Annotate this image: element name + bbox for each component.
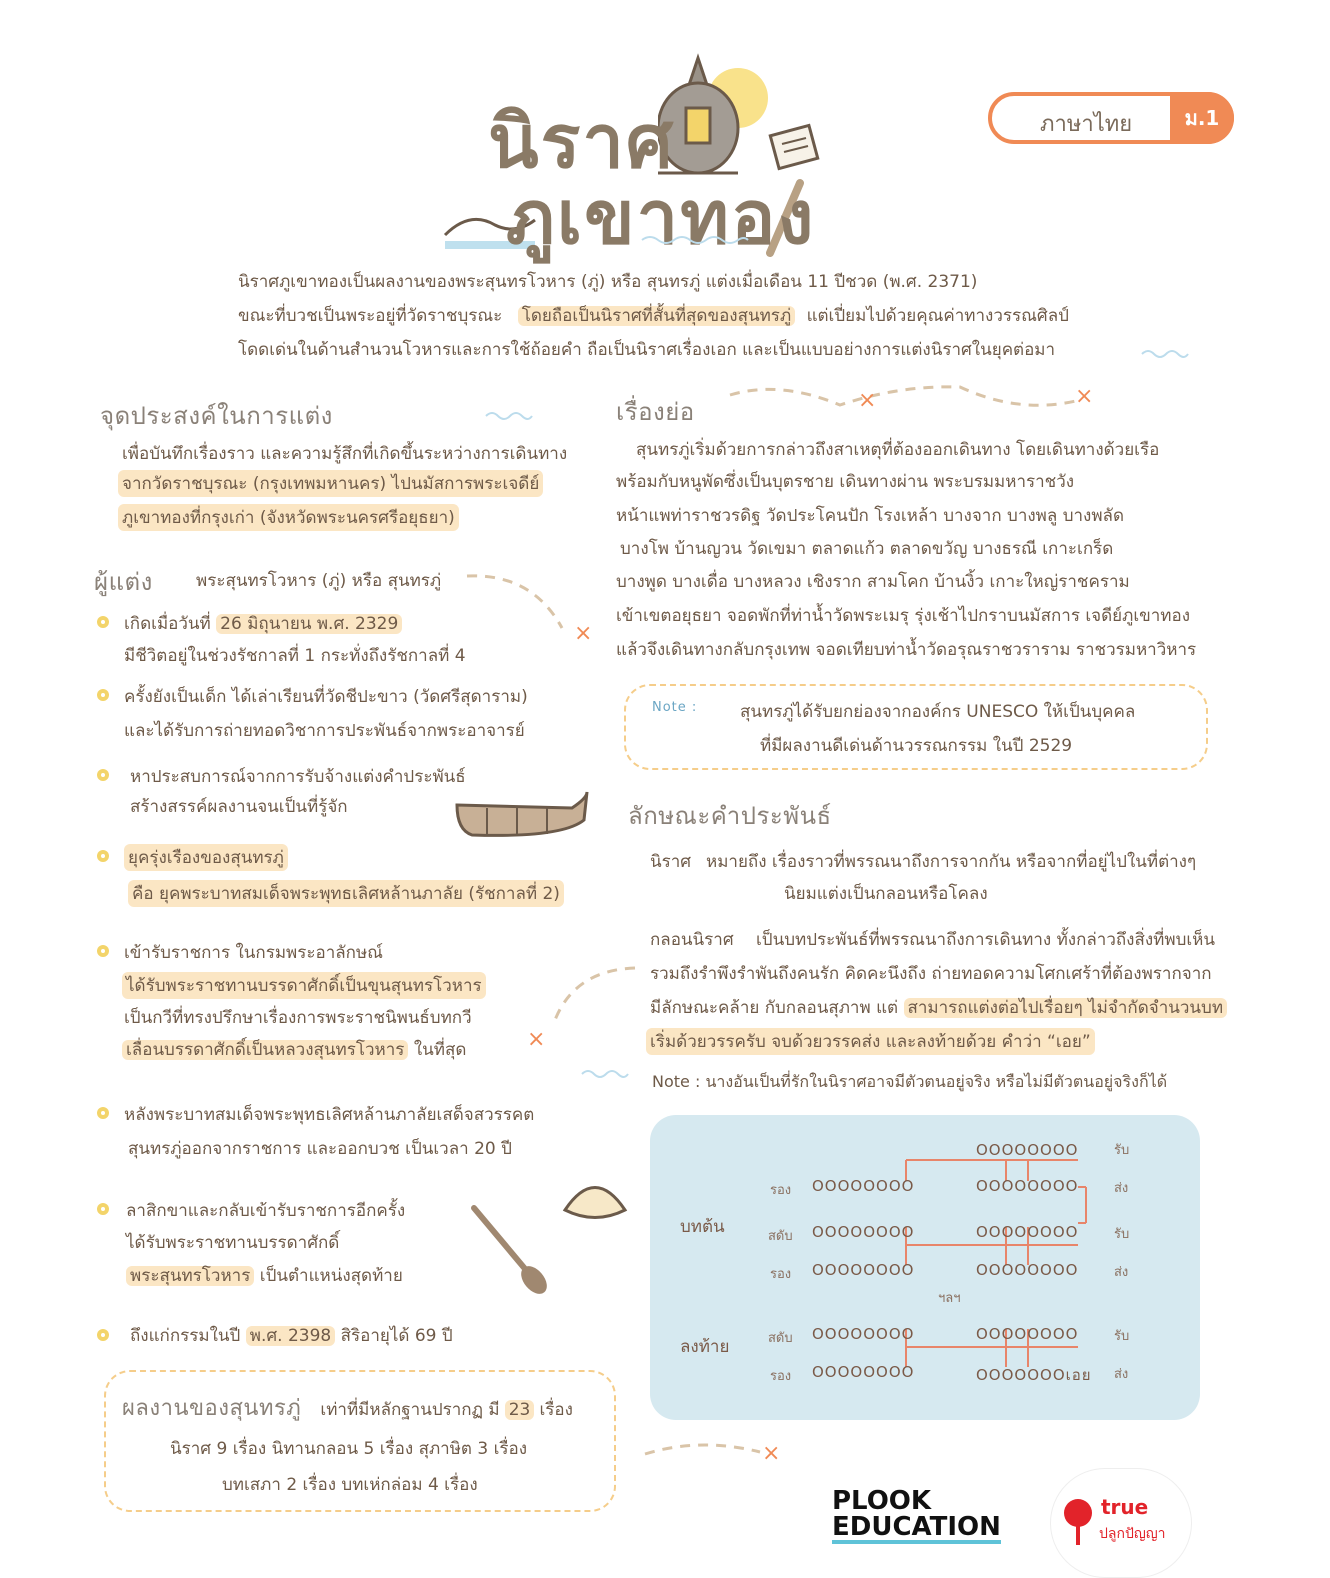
form-def-2a: เป็นบทประพันธ์ที่พรรณนาถึงการเดินทาง ทั้งกล่าวถึงสิ่งที่พบเห็น bbox=[756, 930, 1215, 950]
diagram-rap-1: รับ bbox=[1114, 1143, 1130, 1158]
author-item-6b: สุนทรภู่ออกจากราชการ และออกบวช เป็นเวลา 20 ปี bbox=[128, 1139, 512, 1159]
author-item-5d-hl: เลื่อนบรรดาศักดิ์เป็นหลวงสุนทรโวหาร bbox=[122, 1040, 408, 1060]
works-line-1 bbox=[122, 1390, 573, 1425]
flower-icon bbox=[96, 944, 110, 958]
diagram-row-6-left: OOOOOOOO bbox=[812, 1363, 915, 1381]
author-item-3b: สร้างสรรค์ผลงานจนเป็นที่รู้จัก bbox=[130, 797, 348, 817]
dash-path-decoration bbox=[525, 960, 645, 1050]
author-item-5d bbox=[122, 1036, 466, 1063]
author-item-5a: เข้ารับราชการ ในกรมพระอาลักษณ์ bbox=[124, 943, 383, 963]
diagram-row-5-right: OOOOOOOO bbox=[976, 1325, 1079, 1343]
form-def-2c-hl: สามารถแต่งต่อไปเรื่อยๆ ไม่จำกัดจำนวนบท bbox=[904, 998, 1228, 1018]
form-term-2: กลอนนิราศ bbox=[650, 930, 734, 950]
true-text: true bbox=[1101, 1495, 1149, 1519]
summary-line-6: เข้าเขตอยุธยา จอดพักที่ท่าน้ำวัดพระเมรุ รุ่งเช้าไปกราบนมัสการ เจดีย์ภูเขาทอง bbox=[616, 606, 1191, 626]
works-unit: เรื่อง bbox=[539, 1400, 573, 1420]
title-area bbox=[430, 40, 830, 261]
diagram-etc: ฯลฯ bbox=[938, 1291, 961, 1306]
boat-icon bbox=[452, 790, 592, 845]
author-item-8 bbox=[130, 1322, 453, 1349]
author-item-4a: ยุครุ่งเรืองของสุนทรภู่ bbox=[124, 844, 288, 871]
author-item-1b: มีชีวิตอยู่ในช่วงรัชกาลที่ 1 กระทั่งถึงรัชกาลที่ 4 bbox=[124, 646, 466, 666]
summary-line-2: พร้อมกับหนูพัดซึ่งเป็นบุตรชาย เดินทางผ่าน พระบรมมหาราชวัง bbox=[616, 472, 1075, 492]
works-line-3: บทเสภา 2 เรื่อง บทเห่กล่อม 4 เรื่อง bbox=[222, 1475, 478, 1495]
form-def-2b: รวมถึงรำพึงรำพันถึงคนรัก คิดคะนึงถึง ถ่ายทอดความโศกเศร้าที่ต้องพรากจาก bbox=[650, 964, 1212, 984]
tree-icon bbox=[1061, 1497, 1095, 1549]
level-label: ม.1 bbox=[1170, 92, 1234, 144]
form-heading: ลักษณะคำประพันธ์ bbox=[628, 802, 832, 830]
author-item-5c: เป็นกวีที่ทรงปรึกษาเรื่องการพระราชนิพนธ์บทกวี bbox=[124, 1008, 472, 1028]
author-item-3a: หาประสบการณ์จากการรับจ้างแต่งคำประพันธ์ bbox=[130, 767, 466, 787]
author-item-5b: ได้รับพระราชทานบรรดาศักดิ์เป็นขุนสุนทรโวหาร bbox=[122, 972, 486, 999]
note-line-1: สุนทรภู่ได้รับยกย่องจากองค์กร UNESCO ให้เป็นบุคคล bbox=[740, 702, 1136, 722]
diagram-song-1: ส่ง bbox=[1114, 1181, 1129, 1196]
flower-icon bbox=[96, 1328, 110, 1342]
subject-badge bbox=[988, 92, 1234, 144]
works-intro: เท่าที่มีหลักฐานปรากฏ มี bbox=[320, 1400, 500, 1420]
note-label: Note : bbox=[652, 700, 698, 715]
author-item-7c-hl: พระสุนทรโวหาร bbox=[126, 1266, 254, 1286]
author-item-5d-tail: ในที่สุด bbox=[413, 1040, 467, 1060]
author-item-7c bbox=[126, 1262, 403, 1289]
diagram-row-4-right: OOOOOOOO bbox=[976, 1261, 1079, 1279]
intro-line-2a: ขณะที่บวชเป็นพระอยู่ที่วัดราชบุรณะ bbox=[238, 306, 503, 326]
author-item-8-age: สิริอายุได้ 69 ปี bbox=[340, 1326, 453, 1346]
svg-text:×: × bbox=[574, 621, 593, 646]
plook-text: PLOOK bbox=[832, 1486, 932, 1516]
wave-icon bbox=[640, 232, 750, 246]
author-item-1-text: เกิดเมื่อวันที่ bbox=[124, 614, 211, 634]
education-text: EDUCATION bbox=[832, 1512, 1001, 1542]
intro-line-2 bbox=[238, 302, 1069, 329]
purpose-line-3: ภูเขาทองที่กรุงเก่า (จังหวัดพระนครศรีอยุธยา) bbox=[118, 504, 459, 531]
form-def-1a: หมายถึง เรื่องราวที่พรรณนาถึงการจากกัน หรือจากที่อยู่ไปในที่ต่างๆ bbox=[706, 852, 1197, 872]
wave-icon bbox=[1140, 346, 1190, 360]
plook-education-logo bbox=[832, 1488, 1001, 1544]
note-line-2: ที่มีผลงานดีเด่นด้านวรรณกรรม ในปี 2529 bbox=[760, 736, 1073, 756]
wave-icon bbox=[580, 1066, 630, 1080]
title-line-1: นิราศ bbox=[488, 99, 675, 185]
works-heading: ผลงานของสุนทรภู่ bbox=[122, 1396, 302, 1421]
diagram-rap-3: รับ bbox=[1114, 1329, 1130, 1344]
flower-icon bbox=[96, 615, 110, 629]
diagram-row-3-right: OOOOOOOO bbox=[976, 1223, 1079, 1241]
diagram-row-1-right: OOOOOOOO bbox=[976, 1141, 1079, 1159]
flower-icon bbox=[96, 688, 110, 702]
svg-text:×: × bbox=[527, 1027, 546, 1050]
author-name: พระสุนทรโวหาร (ภู่) หรือ สุนทรภู่ bbox=[196, 571, 442, 591]
flower-icon bbox=[96, 768, 110, 782]
summary-heading: เรื่องย่อ bbox=[616, 398, 695, 426]
author-item-7a: ลาสิกขาและกลับเข้ารับราชการอีกครั้ง bbox=[126, 1201, 406, 1221]
true-plookpanya-logo bbox=[1050, 1468, 1192, 1578]
subject-label: ภาษาไทย bbox=[1040, 112, 1133, 137]
diagram-row-4-left: OOOOOOOO bbox=[812, 1261, 915, 1279]
purpose-line-2: จากวัดราชบุรณะ (กรุงเทพมหานคร) ไปนมัสการพระเจดีย์ bbox=[118, 470, 543, 497]
diagram-rong-1: รอง bbox=[770, 1183, 792, 1198]
oar-icon bbox=[466, 1200, 556, 1295]
diagram-song-2: ส่ง bbox=[1114, 1265, 1129, 1280]
author-item-8-text: ถึงแก่กรรมในปี bbox=[130, 1326, 241, 1346]
title-line-2: ภูเขาทอง bbox=[506, 175, 816, 261]
dash-path-decoration bbox=[720, 375, 1100, 420]
svg-text:×: × bbox=[762, 1441, 781, 1466]
diagram-song-3: ส่ง bbox=[1114, 1367, 1129, 1382]
form-term-1: นิราศ bbox=[650, 852, 692, 872]
author-item-1a bbox=[124, 610, 402, 637]
diagram-rong-3: รอง bbox=[770, 1369, 792, 1384]
author-item-6a: หลังพระบาทสมเด็จพระพุทธเลิศหล้านภาลัยเสด็จสวรรคต bbox=[124, 1105, 535, 1125]
works-count: 23 bbox=[505, 1400, 535, 1420]
intro-line-3: โดดเด่นในด้านสำนวนโวหารและการใช้ถ้อยคำ ถือเป็นนิราศเรื่องเอก และเป็นแบบอย่างการแต่งนิราศในยุคต่อมา bbox=[238, 340, 1056, 360]
intro-line-1: นิราศภูเขาทองเป็นผลงานของพระสุนทรโวหาร (ภู่) หรือ สุนทรภู่ แต่งเมื่อเดือน 11 ปีชวด (พ.ศ. 2371) bbox=[238, 272, 978, 292]
purpose-line-1: เพื่อบันทึกเรื่องราว และความรู้สึกที่เกิดขึ้นระหว่างการเดินทาง bbox=[122, 444, 568, 464]
form-def-2c bbox=[650, 994, 1227, 1021]
summary-line-3: หน้าแพท่าราชวรดิฐ วัดประโคนปัก โรงเหล้า บางจาก บางพลู บางพลัด bbox=[616, 506, 1125, 526]
diagram-row-6-right: OOOOOOOเอย bbox=[976, 1366, 1092, 1384]
flower-icon bbox=[96, 1202, 110, 1216]
poem-structure-diagram bbox=[650, 1115, 1200, 1420]
diagram-rong-2: รอง bbox=[770, 1267, 792, 1282]
summary-line-5: บางพูด บางเดื่อ บางหลวง เชิงราก สามโคก บ้านงิ้ว เกาะใหญ่ราชคราม bbox=[616, 572, 1130, 592]
form-def-1b: นิยมแต่งเป็นกลอนหรือโคลง bbox=[784, 884, 988, 904]
intro-line-2c: แต่เปี่ยมไปด้วยคุณค่าทางวรรณศิลป์ bbox=[806, 306, 1069, 326]
diagram-row-2-left: OOOOOOOO bbox=[812, 1177, 915, 1195]
diagram-row-2-right: OOOOOOOO bbox=[976, 1177, 1079, 1195]
author-item-1-date: 26 มิถุนายน พ.ศ. 2329 bbox=[216, 614, 402, 634]
diagram-row-5-left: OOOOOOOO bbox=[812, 1325, 915, 1343]
svg-text:×: × bbox=[858, 388, 877, 413]
author-item-7c-tail: เป็นตำแหน่งสุดท้าย bbox=[259, 1266, 403, 1286]
author-heading: ผู้แต่ง bbox=[94, 568, 153, 596]
summary-line-1: สุนทรภู่เริ่มด้วยการกล่าวถึงสาเหตุที่ต้องออกเดินทาง โดยเดินทางด้วยเรือ bbox=[636, 440, 1160, 460]
diagram-sadap-1: สดับ bbox=[768, 1229, 793, 1244]
dash-path-decoration bbox=[640, 1432, 800, 1472]
diagram-row-3-left: OOOOOOOO bbox=[812, 1223, 915, 1241]
plookpanya-text: ปลูกปัญญา bbox=[1099, 1526, 1166, 1542]
svg-text:×: × bbox=[1075, 384, 1094, 409]
form-def-2d: เริ่มด้วยวรรครับ จบด้วยวรรคส่ง และลงท้ายด้วย คำว่า “เอย” bbox=[646, 1028, 1095, 1055]
wave-icon bbox=[484, 408, 534, 422]
author-item-8-year: พ.ศ. 2398 bbox=[246, 1326, 335, 1346]
author-item-4b: คือ ยุคพระบาทสมเด็จพระพุทธเลิศหล้านภาลัย (รัชกาลที่ 2) bbox=[128, 880, 564, 907]
author-item-7b: ได้รับพระราชทานบรรดาศักดิ์ bbox=[126, 1233, 340, 1253]
intro-line-2b: โดยถือเป็นนิราศที่สั้นที่สุดของสุนทรภู่ bbox=[518, 306, 795, 326]
diagram-end-label: ลงท้าย bbox=[680, 1337, 730, 1357]
diagram-rap-2: รับ bbox=[1114, 1227, 1130, 1242]
flower-icon bbox=[96, 849, 110, 863]
flower-icon bbox=[96, 1106, 110, 1120]
diagram-start-label: บทต้น bbox=[680, 1217, 725, 1237]
purpose-heading: จุดประสงค์ในการแต่ง bbox=[100, 402, 333, 430]
diagram-sadap-2: สดับ bbox=[768, 1331, 793, 1346]
author-item-2b: และได้รับการถ่ายทอดวิชาการประพันธ์จากพระอาจารย์ bbox=[124, 721, 525, 741]
summary-line-7: แล้วจึงเดินทางกลับกรุงเทพ จอดเทียบท่าน้ำวัดอรุณราชวราราม ราชวรมหาวิหาร bbox=[616, 640, 1197, 660]
author-item-2a: ครั้งยังเป็นเด็ก ได้เล่าเรียนที่วัดชีปะขาว (วัดศรีสุดาราม) bbox=[124, 687, 528, 707]
hat-icon bbox=[560, 1170, 630, 1230]
dash-path-decoration bbox=[462, 568, 602, 648]
works-line-2: นิราศ 9 เรื่อง นิทานกลอน 5 เรื่อง สุภาษิต 3 เรื่อง bbox=[170, 1439, 528, 1459]
form-note: Note : นางอันเป็นที่รักในนิราศอาจมีตัวตนอยู่จริง หรือไม่มีตัวตนอยู่จริงก็ได้ bbox=[652, 1072, 1168, 1091]
form-def-2c-text: มีลักษณะคล้าย กับกลอนสุภาพ แต่ bbox=[650, 998, 899, 1018]
summary-line-4: บางโพ บ้านญวน วัดเขมา ตลาดแก้ว ตลาดขวัญ บางธรณี เกาะเกร็ด bbox=[620, 539, 1114, 559]
